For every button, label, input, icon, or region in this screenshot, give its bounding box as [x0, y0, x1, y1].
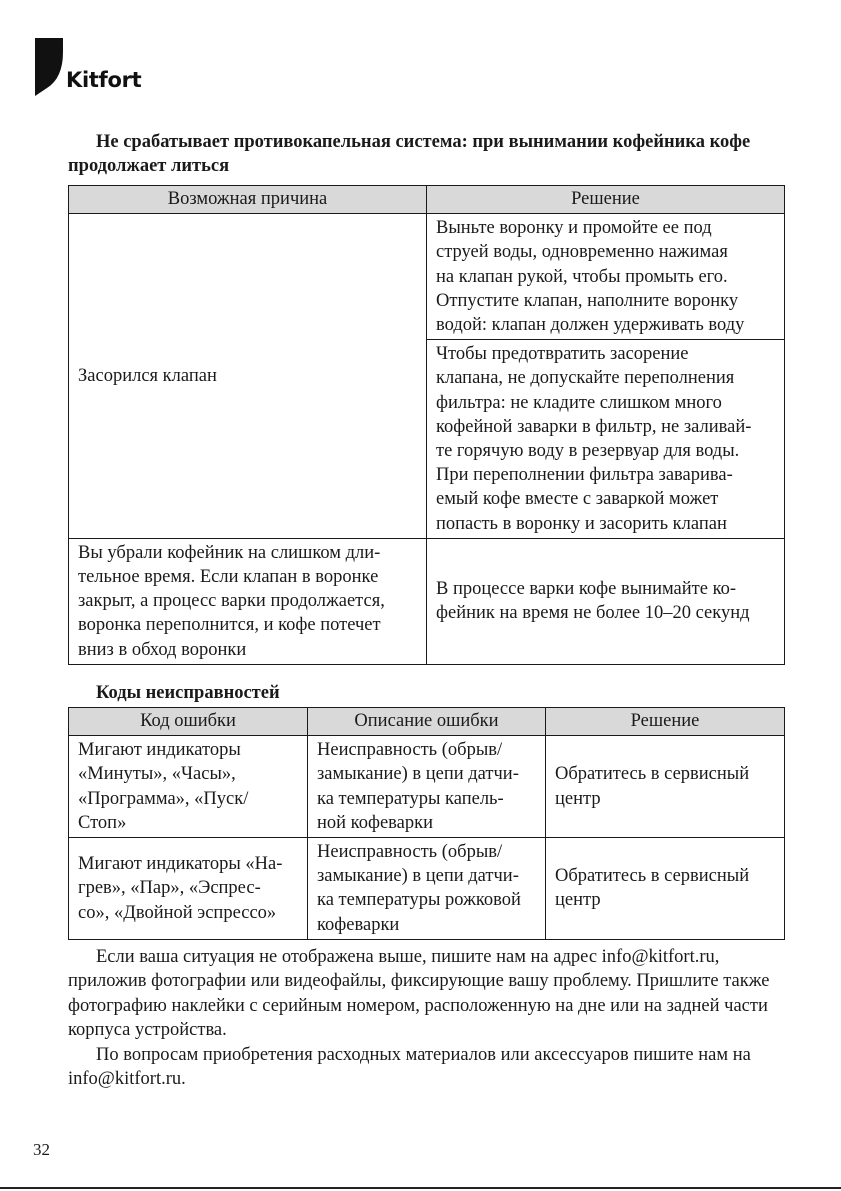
error-solution-cell: Обратитесь в сервисный центр	[546, 838, 785, 940]
cause-cell: Засорился клапан	[69, 214, 427, 539]
column-header: Код ошибки	[69, 708, 308, 736]
page-number: 32	[33, 1140, 50, 1159]
error-code-cell: Мигают индикаторы «Минуты», «Часы», «Программа», «Пуск/ Стоп»	[69, 736, 308, 838]
section-title-error-codes: Коды неисправностей	[96, 683, 280, 703]
contact-paragraph: Если ваша ситуация не отображена выше, пишите нам на адрес info@kitfort.ru, приложив фотографии или видеофайлы, фиксирующие вашу проблему. Пришлите также фотографию наклейки с серийным номером, расположенную на дне или на задней части корпуса устройства.	[68, 947, 770, 1041]
solution-cell: В процессе варки кофе вынимайте ко- фейник на время не более 10–20 секунд	[427, 538, 785, 664]
table-row	[69, 214, 785, 340]
solution-cell: Выньте воронку и промойте ее под струей воды, одновременно нажимая на клапан рукой, чтобы промыть его. Отпустите клапан, наполните воронку водой: клапан должен удерживать воду	[427, 214, 785, 340]
error-description-cell: Неисправность (обрыв/ замыкание) в цепи датчи- ка температуры капель- ной кофеварки	[308, 736, 546, 838]
column-header: Решение	[546, 708, 785, 736]
column-header: Описание ошибки	[308, 708, 546, 736]
cause-cell: Вы убрали кофейник на слишком дли- тельное время. Если клапан в воронке закрыт, а процесс варки продолжается, воронка переполнится, и кофе потечет вниз в обход воронки	[69, 538, 427, 664]
error-description-cell: Неисправность (обрыв/ замыкание) в цепи датчи- ка температуры рожковой кофеварки	[308, 838, 546, 940]
column-header: Решение	[427, 186, 785, 214]
error-solution-cell: Обратитесь в сервисный центр	[546, 736, 785, 838]
section-title-drip-stop: Не срабатывает противокапельная система: при вынимании кофейника кофе продолжает литься	[68, 132, 751, 176]
error-codes-table	[68, 707, 785, 940]
troubleshooting-table	[68, 185, 785, 665]
logo-text: Kitfort	[66, 68, 142, 92]
table-row	[69, 736, 785, 838]
table-row	[69, 538, 785, 664]
solution-cell: Чтобы предотвратить засорение клапана, не допускайте переполнения фильтра: не кладите слишком много кофейной заварки в фильтр, не заливай- те горячую воду в резервуар для воды. При переполнении фильтра заварива- емый кофе вместе с заваркой может попасть в воронку и засорить клапан	[427, 340, 785, 539]
table-header-row	[69, 186, 785, 214]
table-row	[69, 838, 785, 940]
page-bottom-rule	[0, 1187, 841, 1189]
accessories-paragraph: По вопросам приобретения расходных материалов или аксессуаров пишите нам на info@kitfort.ru.	[68, 1045, 751, 1090]
error-code-cell: Мигают индикаторы «На- грев», «Пар», «Эспрес- со», «Двойной эспрессо»	[69, 838, 308, 940]
column-header: Возможная причина	[69, 186, 427, 214]
table-header-row	[69, 708, 785, 736]
